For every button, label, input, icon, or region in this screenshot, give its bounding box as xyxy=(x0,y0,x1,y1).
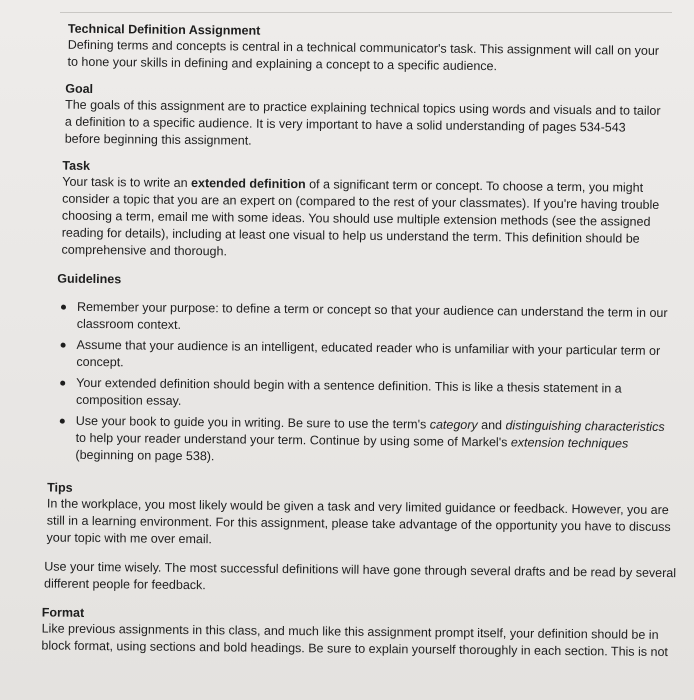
intro-section xyxy=(67,21,663,77)
item4-distinguishing: distinguishing characteristics xyxy=(505,418,665,434)
bullet-icon xyxy=(60,419,65,424)
format-text: Like previous assignments in this class, and much like this assignment prompt itself, your definition should be in block format, using sections and bold headings. Be sure to explain yourself thoroughly in each section. This is not xyxy=(41,621,669,660)
list-item xyxy=(56,337,676,377)
list-item-text: Assume that your audience is an intelligent, educated reader who is unfamiliar with your particular term or concept. xyxy=(76,337,661,370)
intro-text: Defining terms and concepts is central in a technical communicator's task. This assignment will call on your to hone your skills in defining and explaining a concept to a specific audience. xyxy=(67,37,660,74)
task-text xyxy=(62,174,673,265)
list-item-text: Your extended definition should begin with a sentence definition. This is like a thesis statement in a composition essay. xyxy=(75,375,622,408)
task-heading: Task xyxy=(62,158,91,173)
tips-text: In the workplace, you most likely would be given a task and very limited guidance or feedback. However, you are still in a learning environment. For this assignment, please take advantage of the opportunity you have to discuss your topic with me over email. xyxy=(46,496,671,547)
list-item xyxy=(56,375,676,415)
list-item xyxy=(55,413,676,470)
item4-e: to help your reader understand your term. Continue by using some of Markel's xyxy=(75,430,511,450)
guidelines-heading: Guidelines xyxy=(57,271,122,287)
format-heading: Format xyxy=(41,605,85,620)
goal-section xyxy=(65,81,664,154)
format-section xyxy=(41,604,683,661)
item4-c: and xyxy=(477,418,506,433)
tips-text-2: Use your time wisely. The most successful definitions will have gone through several drafts and be read by several different people for feedback. xyxy=(44,559,677,593)
bullet-icon xyxy=(61,305,66,310)
bullet-icon xyxy=(61,343,66,348)
goal-heading: Goal xyxy=(65,81,94,96)
tips-heading: Tips xyxy=(47,480,73,495)
task-text-start: Your task is to write an xyxy=(62,174,192,191)
list-item-text: Remember your purpose: to define a term or concept so that your audience can understand the term in our classroom context. xyxy=(76,299,668,332)
task-text-end: of a significant term or concept. To choose a term, you might consider a topic that you are an expert on (compared to the rest of your classmates). If you're having trouble choosing a term, email me with some ideas. You should use multiple extension methods (see the assigned reading for details), including at least one visual to help us understand the term. This definition should be comprehensive and thorough. xyxy=(61,177,660,259)
item4-g: (beginning on page 538). xyxy=(75,447,215,464)
task-bold-term: extended definition xyxy=(191,176,306,192)
guidelines-section xyxy=(55,271,677,470)
tips-section xyxy=(46,480,683,554)
guidelines-list xyxy=(55,299,677,470)
task-section xyxy=(62,158,673,265)
item4-category: category xyxy=(429,417,478,433)
item4-a: Use your book to guide you in writing. Be sure to use the term's xyxy=(75,413,430,432)
tips-section-2 xyxy=(44,558,684,599)
item4-extension: extension techniques xyxy=(510,435,629,451)
bullet-icon xyxy=(60,381,65,386)
list-item xyxy=(57,299,677,339)
goal-text: The goals of this assignment are to practice explaining technical topics using words and visuals and to tailor a definition to a specific audience. It is very important to have a solid understanding of pages 534-543 before beginning this assignment. xyxy=(64,97,661,148)
top-divider xyxy=(60,12,672,13)
document-content xyxy=(0,20,694,661)
page-title: Technical Definition Assignment xyxy=(67,21,261,38)
